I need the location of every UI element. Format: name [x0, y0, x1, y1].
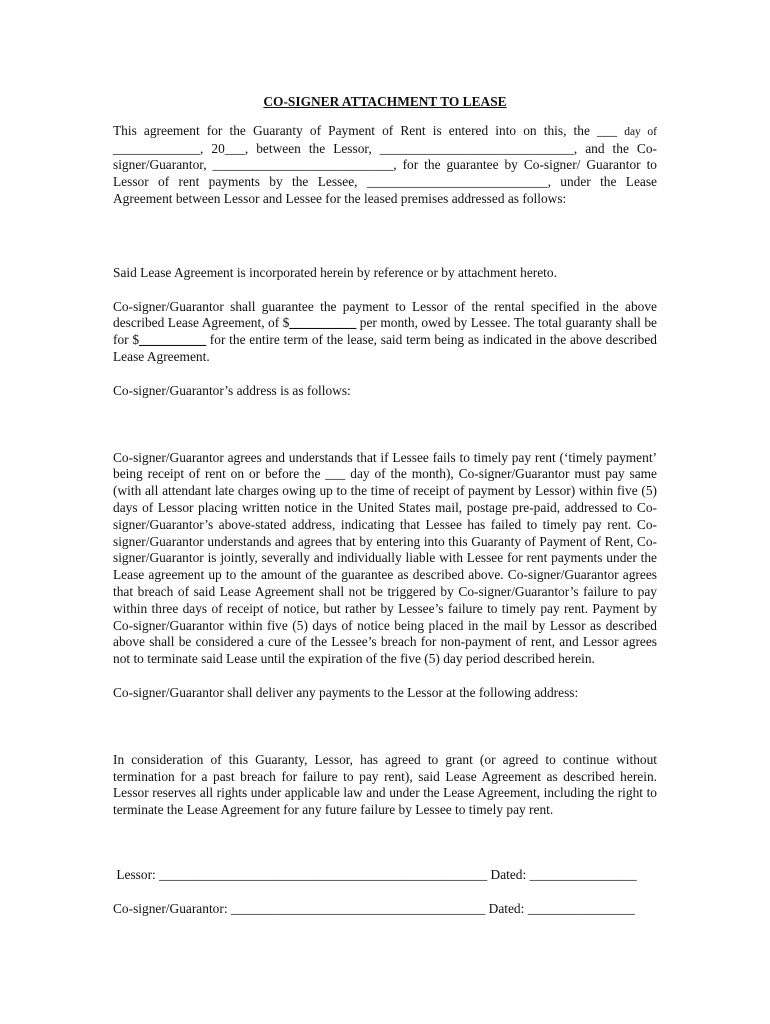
guarantor-signature-line: Co-signer/Guarantor: ______________________________________ Dated: ________________ [113, 901, 635, 916]
intro-text-b: _____________, 20___, between the Lessor, _____________________________, and the Co-signer/Guarantor, ___________________________, for the guarantee by Co-signer/ Guarantor to Lessor of rent payments by the Lessee, ___________________________, under the Lease Agreement between Lessor and Lessee for the leased premises addressed as follows: [113, 140, 657, 206]
guarantee-text-a: Co-signer/Guarantor shall guarantee the payment to Lessor of the rental specified in the above described Lease Agreement, of $ [113, 298, 657, 331]
guarantee-text-c: for the entire term of the lease, said term being as indicated in the above described Lease Agreement. [113, 332, 657, 364]
lessor-address-space [113, 702, 657, 752]
agreement-intro-paragraph [113, 123, 657, 208]
total-amount-blank: __________ [139, 332, 207, 348]
guarantee-amount-paragraph [113, 299, 657, 366]
document-body [113, 94, 657, 819]
document-title: CO-SIGNER ATTACHMENT TO LEASE [263, 94, 507, 109]
guarantee-text-b: per month, owed by Lessee. The total guaranty shall be for $ [113, 315, 657, 348]
payment-delivery-paragraph: Co-signer/Guarantor shall deliver any payments to the Lessor at the following address: [113, 684, 579, 700]
consideration-paragraph: In consideration of this Guaranty, Lessor, has agreed to grant (or agreed to continue without termination for a past breach for failure to pay rent), said Lease Agreement as described herein. Lessor reserves all rights under applicable law and under the Lease Agreement, including the right to terminate the Lease Agreement for any future failure by Lessee to timely pay rent. [113, 751, 657, 818]
guarantor-address-space [113, 400, 657, 450]
incorporation-paragraph: Said Lease Agreement is incorporated herein by reference or by attachment hereto. [113, 264, 557, 280]
premises-address-space [113, 208, 657, 265]
guarantor-address-paragraph: Co-signer/Guarantor’s address is as follows: [113, 382, 351, 398]
lessor-signature-line: Lessor: _________________________________________________ Dated: ________________ [113, 867, 637, 882]
intro-day-of: day of [624, 125, 658, 138]
intro-text-a: This agreement for the Guaranty of Payment of Rent is entered into on this, the ___ [113, 122, 625, 138]
obligations-paragraph: Co-signer/Guarantor agrees and understands that if Lessee fails to timely pay rent (‘timely payment’ being receipt of rent on or before the ___ day of the month), Co-signer/Guarantor must pay same (with all attendant late charges owing up to the time of receipt of payment by Lessor) within five (5) days of Lessor placing written notice in the United States mail, postage pre-paid, addressed to Co-signer/Guarantor’s above-stated address, indicating that Lessee has failed to timely pay rent. Co-signer/Guarantor understands and agrees that by entering into this Guaranty of Payment of Rent, Co-signer/Guarantor is jointly, severally and individually liable with Lessee for rent payments under the Lease agreement up to the amount of the guarantee as described above. Co-signer/Guarantor agrees that breach of said Lease Agreement shall not be triggered by Co-signer/Guarantor’s failure to pay within three days of receipt of notice, but rather by Lessee’s failure to timely pay rent. Payment by Co-signer/Guarantor within five (5) days of notice being placed in the mail by Lessor as described above shall be considered a cure of the Lessee’s breach for non-payment of rent, and Lessor agrees not to terminate said Lease until the expiration of the five (5) day period described herein. [113, 449, 657, 667]
monthly-amount-blank: __________ [289, 315, 357, 331]
